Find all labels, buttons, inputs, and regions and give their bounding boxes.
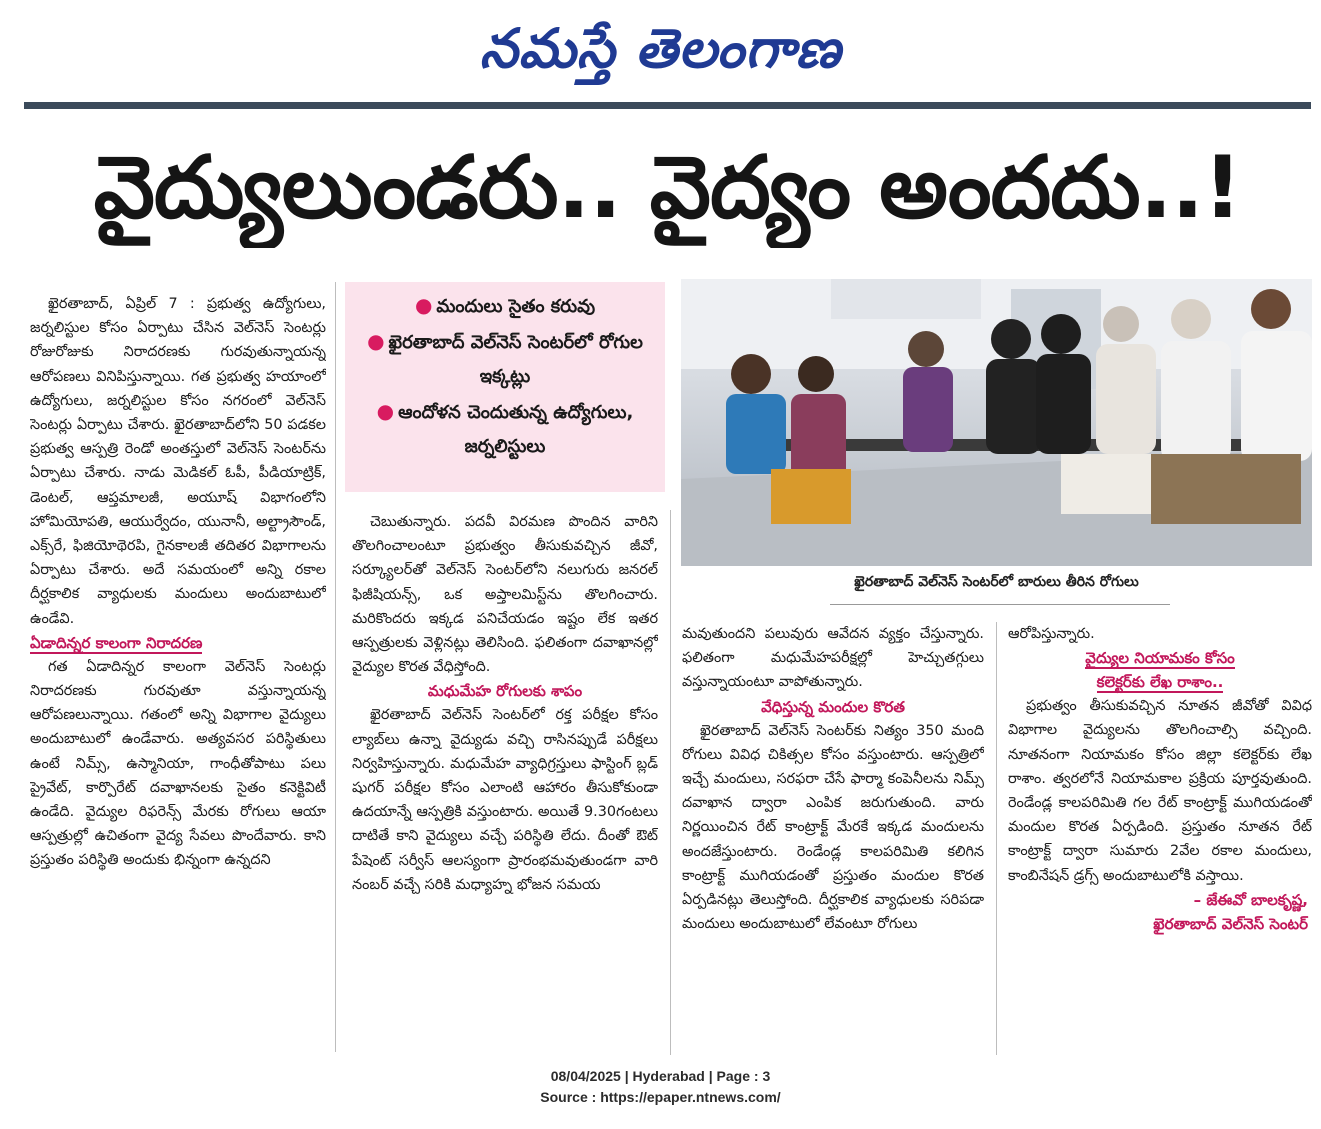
column-3 — [682, 622, 984, 1055]
col3-para-2: ఖైరతాబాద్ వెల్‌నెస్ సెంటర్‌కు నిత్యం 350 మంది రోగులు వివిధ చికిత్సల కోసం వస్తుంటారు. ఆస్పత్రిలో ఇచ్చే మందులు, సరఫరా చేసే ఫార్మా కంపెనీలను నిమ్స్ దవాఖాన ద్వారా ఎంపిక జరుగుతుంది. వారు నిర్ణయించిన రేట్ కాంట్రాక్ట్ మేరకే ఇక్కడ మందులను అందజేస్తుంటారు. రెండేండ్ల కాలపరిమితి కలిగిన కాంట్రాక్ట్ ముగియడంతో ప్రస్తుతం మందుల కొరత ఏర్పడినట్లు తెలుస్తోంది. దీర్ఘకాలిక వ్యాధులకు సరిపడా మందులు అందుబాటులో లేవంటూ రోగులు — [682, 722, 984, 933]
highlight-item — [353, 288, 657, 324]
masthead-logo: నమస్తే తెలంగాణ — [479, 16, 842, 80]
col1-subhead — [30, 631, 326, 655]
column-divider — [670, 510, 671, 1055]
caption-rule — [830, 604, 1170, 605]
bullet-icon: ● — [367, 329, 385, 353]
bullet-icon: ● — [376, 399, 395, 423]
col4-subhead-2 — [1008, 670, 1312, 694]
footer — [0, 1066, 1321, 1108]
col1-para-2: గత ఏడాదిన్నర కాలంగా వెల్‌నెస్ సెంటర్లు నిరాదరణకు గురవుతూ వస్తున్నాయన్న ఆరోపణలున్నాయి. గతంలో అన్ని విభాగాల వైద్యులు అందుబాటులో ఉండేవారు. అత్యవసర పరిస్థితులు ఉంటే నిమ్స్, ఉస్మానియా, గాంధీతోపాటు పలు ప్రైవేట్, కార్పొరేట్ దవాఖానలకు సైతం కనెక్టివిటీ ఉండేది. వైద్యుల రిఫరెన్స్ మేరకు రోగులు ఆయా ఆస్పత్రుల్లో ఉచితంగా వైద్య సేవలు పొందేవారు. కాని ప్రస్తుతం పరిస్థితి అందుకు భిన్నంగా ఉన్నదని — [30, 658, 326, 869]
highlights-box — [345, 282, 665, 492]
col4-subhead-1 — [1008, 646, 1312, 670]
highlight-text: ఆందోళన చెందుతున్న ఉద్యోగులు, జర్నలిస్టులు — [398, 402, 634, 457]
news-photo-patients-waiting — [681, 279, 1312, 566]
column-divider — [996, 622, 997, 1055]
col4-subhead-1-text: వైద్యుల నియామకం కోసం — [1085, 649, 1235, 668]
col1-para-1: ఖైరతాబాద్, ఏప్రిల్ 7 : ప్రభుత్వ ఉద్యోగులు, జర్నలిస్టుల కోసం ఏర్పాటు చేసిన వెల్‌నెస్ సెంటర్లు రోజురోజుకు నిరాదరణకు గురవుతున్నాయన్న ఆరోపణలు వినిపిస్తున్నాయి. గత ప్రభుత్వ హయాంలో ఉద్యోగులు, జర్నలిస్టుల కోసం నగరంలో వెల్‌నెస్ సెంటర్లు ఏర్పాటు చేశారు. ఖైరతాబాద్‌లోని 50 పడకల ప్రభుత్వ ఆస్పత్రి రెండో అంతస్తులో వెల్‌నెస్ సెంటర్‌ను ఏర్పాటు చేశారు. నాడు మెడికల్ ఓపీ, పీడియాట్రిక్, డెంటల్, ఆప్తమాలజీ, అయూష్ విభాగంలోని హోమియోపతి, ఆయుర్వేదం, యునానీ, అల్ట్రాసౌండ్, ఎక్స్‌రే, ఫిజియోథెరపి, గైనకాలజీ తదితర విభాగాలను ఏర్పాటు చేశారు. అదే సమయంలో అన్ని రకాల దీర్ఘకాలిక వ్యాధులకు మందులు అందుబాటులో ఉండేవి. — [30, 296, 326, 627]
masthead-rule — [24, 102, 1311, 109]
highlight-text: మందులు సైతం కరువు — [436, 296, 596, 317]
col4-para-2: ప్రభుత్వం తీసుకువచ్చిన నూతన జీవోతో వివిధ విభాగాల వైద్యులను తొలగించాల్సి వచ్చింది. నూతనంగా నియామకం కోసం జిల్లా కలెక్టర్‌కు లేఖ రాశాం. త్వరలోనే నియామకాల ప్రక్రియ పూర్తవుతుంది. రెండేండ్ల కాలపరిమితి గల రేట్ కాంట్రాక్ట్ ముగియడంతో మందుల కొరత ఏర్పడింది. ప్రస్తుతం నూతన రేట్ కాంట్రాక్ట్ ద్వారా సుమారు 2వేల రకాల మందులు, కాంబినేషన్ డ్రగ్స్ అందుబాటులోకి వస్తాయి. — [1008, 698, 1312, 884]
highlight-item — [353, 394, 657, 464]
col2-para-1: చెబుతున్నారు. పదవీ విరమణ పొందిన వారిని తొలగించాలంటూ ప్రభుత్వం తీసుకువచ్చిన జీవో, సర్క్యూలర్‌తో వెల్‌నెస్ సెంటర్‌లోని నలుగురు జనరల్ ఫిజీషియన్స్, ఒక అప్తాలమిస్ట్‌ను తొలగించారు. మరికొందరు ఇక్కడ పనిచేయడం ఇష్టం లేక ఇతర ఆస్పత్రులకు వెళ్లినట్లు తెలిసింది. ఫలితంగా దవాఖానల్లో వైద్యుల కొరత వేధిస్తోంది. — [352, 514, 658, 676]
page-headline: వైద్యులుండరు.. వైద్యం అందదు..! — [93, 138, 1242, 238]
column-4 — [1008, 622, 1312, 1055]
col3-para-1: మవుతుందని పలువురు ఆవేదన వ్యక్తం చేస్తున్నారు. ఫలితంగా మధుమేహపరీక్షల్లో హెచ్చుతగ్గులు వస్తున్నాయంటూ వాపోతున్నారు. — [682, 626, 984, 691]
column-1 — [30, 292, 326, 1050]
col3-subhead: వేధిస్తున్న మందుల కొరత — [761, 697, 905, 716]
byline-name: – జేఈవో బాలకృష్ణ, — [1193, 890, 1308, 909]
highlight-text: ఖైరతాబాద్ వెల్‌నెస్ సెంటర్‌లో రోగుల ఇక్కట్లు — [388, 332, 643, 387]
byline-org: ఖైరతాబాద్ వెల్‌నెస్ సెంటర్ — [1153, 914, 1308, 933]
footer-date-line: 08/04/2025 | Hyderabad | Page : 3 — [550, 1068, 771, 1084]
col2-subhead: మధుమేహ రోగులకు శాపం — [427, 682, 583, 701]
bullet-icon: ● — [414, 293, 433, 317]
photo-illustration — [681, 279, 1312, 566]
column-2 — [352, 510, 658, 1055]
col4-para-1: ఆరోపిస్తున్నారు. — [1008, 626, 1095, 642]
col1-subhead-text: ఏడాదిన్నర కాలంగా నిరాదరణ — [30, 633, 203, 652]
col4-subhead-2-text: కలెక్టర్‌కు లేఖ రాశాం.. — [1096, 673, 1224, 692]
col2-para-2: ఖైరతాబాద్ వెల్‌నెస్ సెంటర్‌లో రక్త పరీక్షల కోసం ల్యాబ్‌లు ఉన్నా వైద్యుడు వచ్చి రాసినప్పుడే పరీక్షలు నిర్వహిస్తున్నారు. మధుమేహ వ్యాధిగ్రస్తులు ఫాస్టింగ్ బ్లడ్ షుగర్ పరీక్షల కోసం ఎలాంటి ఆహారం తీసుకోకుండా ఉదయాన్నే ఆస్పత్రికి వస్తుంటారు. అయితే 9.30గంటలు దాటితే కాని వైద్యులు వచ్చే పరిస్థితి లేదు. దీంతో ఔట్ పేషెంట్ సర్వీస్ ఆలస్యంగా ప్రారంభమవుతుండగా వారి నంబర్ వచ్చే సరికి మధ్యాహ్న భోజన సమయ — [352, 707, 658, 893]
highlight-item — [353, 324, 657, 394]
photo-caption: ఖైరతాబాద్ వెల్‌నెస్ సెంటర్‌లో బారులు తీరిన రోగులు — [854, 574, 1139, 590]
footer-source-link[interactable]: Source : https://epaper.ntnews.com/ — [540, 1089, 781, 1105]
column-divider — [335, 282, 336, 1052]
